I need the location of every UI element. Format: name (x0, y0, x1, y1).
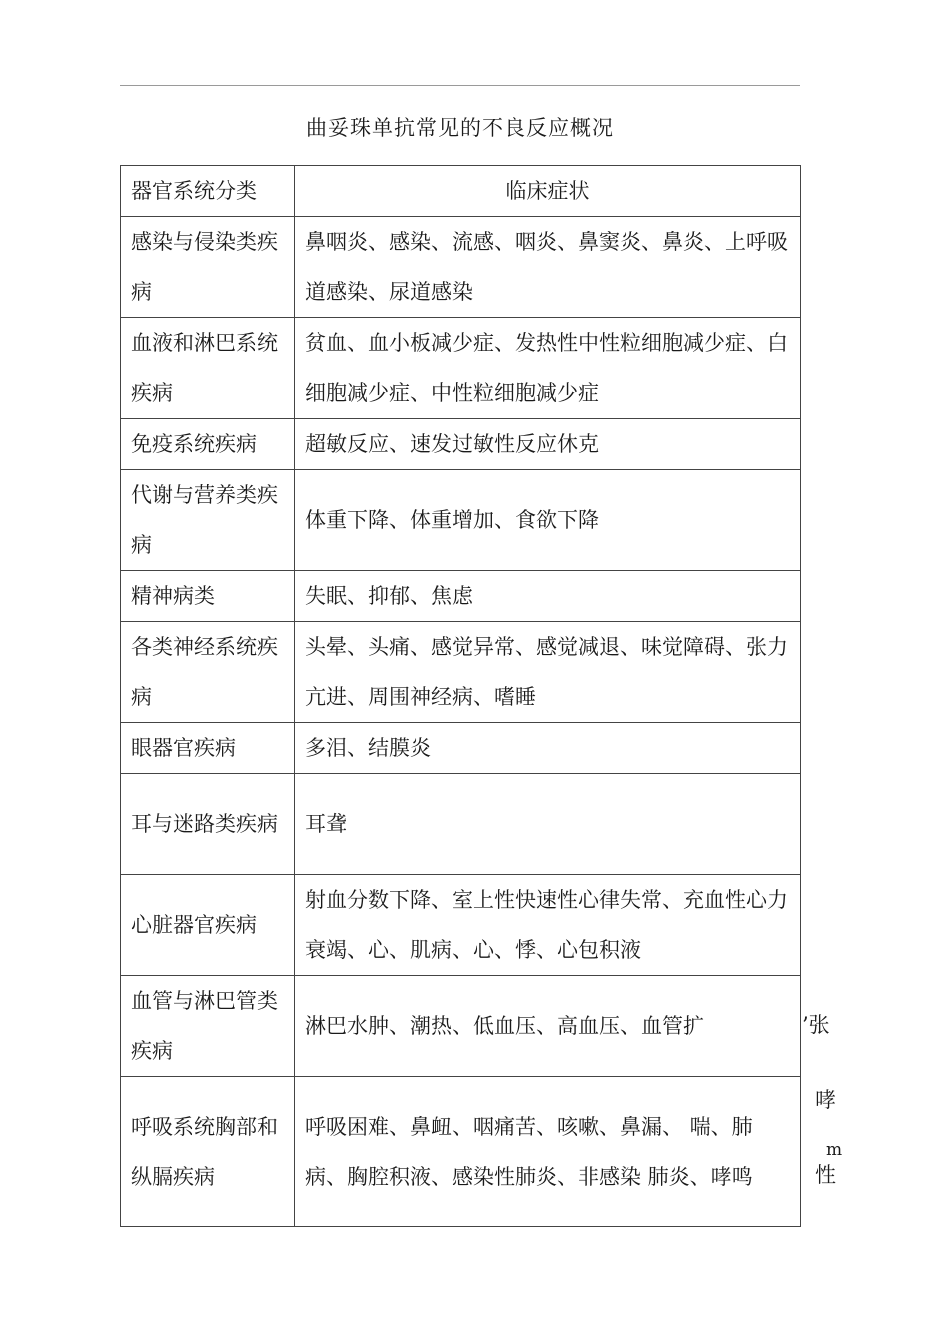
table-row (121, 774, 801, 875)
table-row (121, 976, 801, 1077)
organ-cell: 呼吸系统胸部和纵膈疾病 (121, 1077, 295, 1227)
symptom-cell: 耳聋 (295, 774, 801, 875)
margin-note: 性 (815, 1163, 836, 1187)
symptom-cell: 呼吸困难、鼻衄、咽痛苦、咳嗽、鼻漏、 喘、肺病、胸腔积液、感染性肺炎、非感染 肺炎、哮鸣 (295, 1077, 801, 1227)
margin-note: 哮 (815, 1088, 836, 1112)
organ-cell: 感染与侵染类疾病 (121, 217, 295, 318)
symptom-cell: 头晕、头痛、感觉异常、感觉减退、味觉障碍、张力亢进、周围神经病、嗜睡 (295, 622, 801, 723)
symptom-cell: 失眠、抑郁、焦虑 (295, 571, 801, 622)
table-row (121, 419, 801, 470)
symptom-cell: 淋巴水肿、潮热、低血压、高血压、血管扩 (295, 976, 801, 1077)
table-row (121, 875, 801, 976)
organ-cell: 血液和淋巴系统疾病 (121, 318, 295, 419)
table-row (121, 571, 801, 622)
symptom-cell: 鼻咽炎、感染、流感、咽炎、鼻窦炎、鼻炎、上呼吸道感染、尿道感染 (295, 217, 801, 318)
table-row (121, 470, 801, 571)
organ-cell: 眼器官疾病 (121, 723, 295, 774)
symptom-cell: 体重下降、体重增加、食欲下降 (295, 470, 801, 571)
table-row (121, 622, 801, 723)
symptom-cell: 多泪、结膜炎 (295, 723, 801, 774)
organ-cell: 精神病类 (121, 571, 295, 622)
header-organ-system: 器官系统分类 (121, 166, 295, 217)
organ-cell: 血管与淋巴管类疾病 (121, 976, 295, 1077)
table-row (121, 217, 801, 318)
symptom-cell: 射血分数下降、室上性快速性心律失常、充血性心力衰竭、心、肌病、心、悸、心包积液 (295, 875, 801, 976)
table-header-row (121, 166, 801, 217)
header-symptoms: 临床症状 (295, 166, 801, 217)
margin-note: ’张 (802, 1013, 830, 1037)
margin-note: m (826, 1140, 843, 1160)
header-rule (120, 85, 800, 86)
table-row (121, 318, 801, 419)
organ-cell: 免疫系统疾病 (121, 419, 295, 470)
table-row (121, 723, 801, 774)
organ-cell: 耳与迷路类疾病 (121, 774, 295, 875)
symptom-cell: 贫血、血小板减少症、发热性中性粒细胞减少症、白细胞减少症、中性粒细胞减少症 (295, 318, 801, 419)
organ-cell: 代谢与营养类疾病 (121, 470, 295, 571)
document-title: 曲妥珠单抗常见的不良反应概况 (306, 116, 614, 140)
table-row (121, 1077, 801, 1227)
symptom-cell: 超敏反应、速发过敏性反应休克 (295, 419, 801, 470)
organ-cell: 各类神经系统疾病 (121, 622, 295, 723)
organ-cell: 心脏器官疾病 (121, 875, 295, 976)
adverse-reaction-table (120, 165, 801, 1227)
